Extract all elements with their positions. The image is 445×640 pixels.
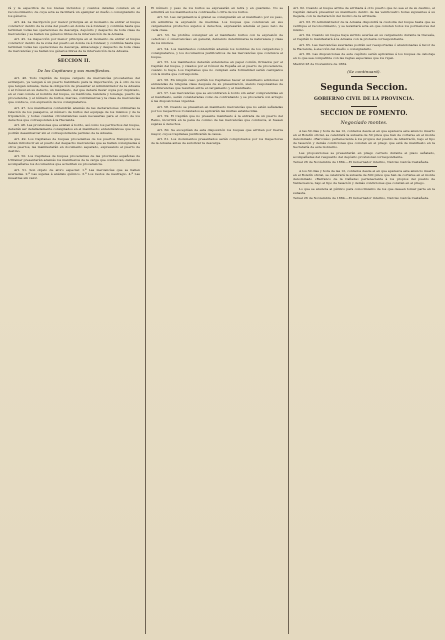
paragraph: Art. 60. Se exceptúan de esta disposición los buques que arriben por fuerza mayor, cuyos Capitanes justificarán la causa. <box>151 127 283 136</box>
paragraph: Art. 48. Las provisiones que existan á bordo, así como los pertrechos del buque, deberán ser detalladamente consignados en el manifiesto; entendiéndose que no se podrán desembarcar sin el correspondiente permiso de la Aduana. <box>8 123 140 136</box>
government-heading: GOBIERNO CIVIL DE LA PROVINCIA. <box>313 97 415 103</box>
paragraph: Art. 45. La inspección por menor principia en el momento de entrar el buque conductor dentro de la zona del puerto en donde va á fondear, y continúa hasta que terminen todas las operaciones de descarga, almacenaje y despacho de toda clase de mercancías y se hallen los géneros libres de la intervención de la Aduana. <box>8 37 140 54</box>
paragraph: Art. 64. Cuando un buque haya sufrido averías en su cargamento durante la travesía, el Capitán lo manifestará á la Aduana con la protesta correspondiente. <box>293 33 435 42</box>
section-subheading: De los Capitanes y sus manifiestos. <box>37 68 111 74</box>
paragraph: Art. 49. Los Capitanes de buques procedentes de los puertos franquicia que deban introducir en el puerto del despacho mercancías que se hallan consignadas á otros puertos, las manifestarán en documento separado, expresando el puerto de destino. <box>8 136 140 153</box>
section-heading: SECCION II. <box>57 59 91 65</box>
section-title: Segunda Seccion. <box>320 83 408 94</box>
section-divider <box>351 106 377 107</box>
date-line: Madrid 28 de Noviembre de 1884. <box>293 61 348 66</box>
paragraph: Art. 62. Cuando el buque arribe de arribada á otro puerto que no sea el de su destino, el Capitán deberá presentar su manifiesto dentro de las veinticuatro horas siguientes á su llegada, con la declaración del motivo de la arribada. <box>293 6 435 19</box>
section-divider <box>351 76 377 77</box>
continuation-note: (Se continuará). <box>347 68 381 74</box>
column-1 <box>8 6 140 636</box>
paragraph: Art. 54. Los manifiestos contendrán además los nombres de los cargadores y consignatarios, y los documentos justificativos de las mercancías que conduzca el buque. <box>151 46 283 59</box>
paragraph: Art. 55. Los manifiestos deberán extenderse en papel común, firmados por el Capitán del buque, y visados por el Cónsul de España en el puerto de procedencia, cuando lo haya. Los Capitanes que no cumplan esta formalidad serán castigados con la multa que corresponda. <box>151 60 283 77</box>
section-divider <box>351 166 377 167</box>
section-divider <box>61 55 87 56</box>
paragraph: Art. 66. Las disposiciones de este capítulo serán aplicables á los buques de cabotaje en lo que sea compatible con las reglas especiales que los rigen. <box>293 52 435 61</box>
paragraph: Art. 65. Las mercancías averiadas podrán ser reexportadas ó abandonadas á favor de la Hacienda, á elección del dueño o consignatario. <box>293 42 435 51</box>
paragraph: Art. 47. Los manifiestos contendrán además de las declaraciones ordinarias la relación de los pasajeros, el número de bultos del equipaje de los mismos y de la tripulación, y todas cuantas circunstancias sean necesarias para el cobro de los derechos que corresponden á la Hacienda. <box>8 105 140 122</box>
paragraph: El número y peso de los bultos se expresarán en letra y en guarismo. No se admitirá en los manifiestos la contraseña ó cifra de los bultos. <box>151 6 283 15</box>
paragraph: Art. 46. Todo Capitán de buque cargado de mercancías procedentes del extranjero, ya vengan á un puerto habilitado para la importación, ya á otro de los que tengan Aduana, tiene la obligación de presentar al Administrador de la Aduana ó al Cónsul en su defecto, un manifiesto, del que deberá llevar copia por duplicado, en el cual conste el nombre del buque, su matrícula, bandera y tonelaje, puerto de procedencia, y el número de bultos, marcas, contramarcas y la clase de mercancías que conduce, con expresión de los consignatarios. <box>8 75 140 105</box>
department-heading: SECCION DE FOMENTO. <box>320 109 408 117</box>
signature-line: Teruel 26 de Noviembre de 1884.—El Gobernador interino, Narciso García Castañeda. <box>293 196 430 201</box>
paragraph: A las 30 dias y hora de las 12, contados desde el en que aparezca este anuncio inserto en el Boletín oficial, se celebrará la subasta de 30 pinos que han de cortarse en el monte denominado «Barcolés» perteneciente á los propios del pueblo de Albarracín, bajo el tipo de tasación y demás condiciones que constan en el pliego que está de manifiesto en la Secretaría de este Gobierno. <box>293 129 435 150</box>
paragraph: Art. 56. En ningún caso podrán los Capitanes hacer al manifiesto adiciones ni enmiendas de ninguna clase después de su presentación, siendo responsables de las diferencias que resulten entre el cargamento y el manifiesto. <box>151 77 283 90</box>
paragraph: Art. 57. Las mercancías que se encontraren á bordo sin estar comprendidas en el manifiesto, serán consideradas como de contrabando y se procederá con arreglo á las disposiciones vigentes. <box>151 91 283 104</box>
paragraph: Art. 58. Cuando se presenten en manifiesto mercancías que no estén señaladas por los respectivos Consulados se aplicarán las multas establecidas. <box>151 104 283 113</box>
paragraph: Art. 52. Las cargamentos á granel se consignarán en el manifiesto por su peso, sin admitirse la expresión de medidas. Los buques que conduzcan en sus cargamentos productos sujetos á derechos, expresarán además el peso neto de cada clase. <box>151 15 283 32</box>
paragraph: Art. 44. La inscripción por menor principia en el momento de entrar el buque conductor dentro de la zona del puerto en donde va á fondear, y continúa hasta que terminen todas las operaciones de descarga, depósito y despacho de toda clase de mercancías y se hallen los géneros libres de la intervención de la Aduana. <box>8 19 140 36</box>
office-heading: Negociado montes. <box>340 120 388 126</box>
paragraph: Lo que se anuncia al público para conocimiento de los que deseen tomar parte en la subasta. <box>293 186 435 195</box>
paragraph: Art. 50. Los Capitanes de buques procedentes de las provincias españolas de Ultramar presentarán además los manifiestos de la carga que conduzcan, debiendo acompañarse los documentos que acrediten su procedencia. <box>8 154 140 167</box>
paragraph: rá y la especifica de los bienes incluidos y cuantos detalles consten en el reconocimiento; de cuya acta se facilitará un ejemplar al dueño o consignatario de los géneros. <box>8 6 140 19</box>
column-3 <box>293 6 435 636</box>
paragraph: Art. 51. Son objeto de aforo especial: 1.º Las mercancías que se hallen averiadas. 2.º Las sujetas á análisis químico. 3.º Los restos de naufragio. 4.º Las muestras sin valor. <box>8 167 140 180</box>
column-divider <box>145 6 146 634</box>
paragraph: A los 30 dias y hora de las 12, contados desde el en que aparezca este anuncio inserto en el Boletín oficial, se celebrará la subasta de 300 pinos que han de cortarse en el monte denominado «Barranco de la Cañada» perteneciente á los propios del pueblo de Valdecuenca, bajo el tipo de tasación y demás condiciones que constan en el pliego. <box>293 169 435 186</box>
paragraph: Art. 63. El Administrador de la Aduana dispondrá la custodia del buque hasta que se verifique el reconocimiento, y se levantará acta en que consten todos los pormenores del mismo. <box>293 19 435 32</box>
paragraph: Art. 53. Se prohíbe consignar en el manifiesto bultos con la expresión de «efectos» ó «mercancías» en general, debiendo determinarse la naturaleza y clase de los mismos. <box>151 33 283 46</box>
paragraph: Art. 61. Los documentos presentados serán comprobados por los Inspectores de la Aduana antes de autorizar la descarga. <box>151 137 283 146</box>
column-2 <box>151 6 283 636</box>
paragraph: Las proposiciones se presentarán en pliego cerrado durante el plazo señalado, acompañadas del resguardo del depósito provisional correspondiente. <box>293 150 435 159</box>
column-divider <box>288 6 289 634</box>
paragraph: Art. 59. El Capitán que no presente manifiesto á la entrada de un puerto del Reino, incurrirá en la pena de comiso de las mercancías que conduzca, si fuesen sujetas á derechos. <box>151 114 283 127</box>
signature-line: Teruel 26 de Noviembre de 1884.—El Gobernador interino, Narciso García Castañeda. <box>293 160 430 165</box>
